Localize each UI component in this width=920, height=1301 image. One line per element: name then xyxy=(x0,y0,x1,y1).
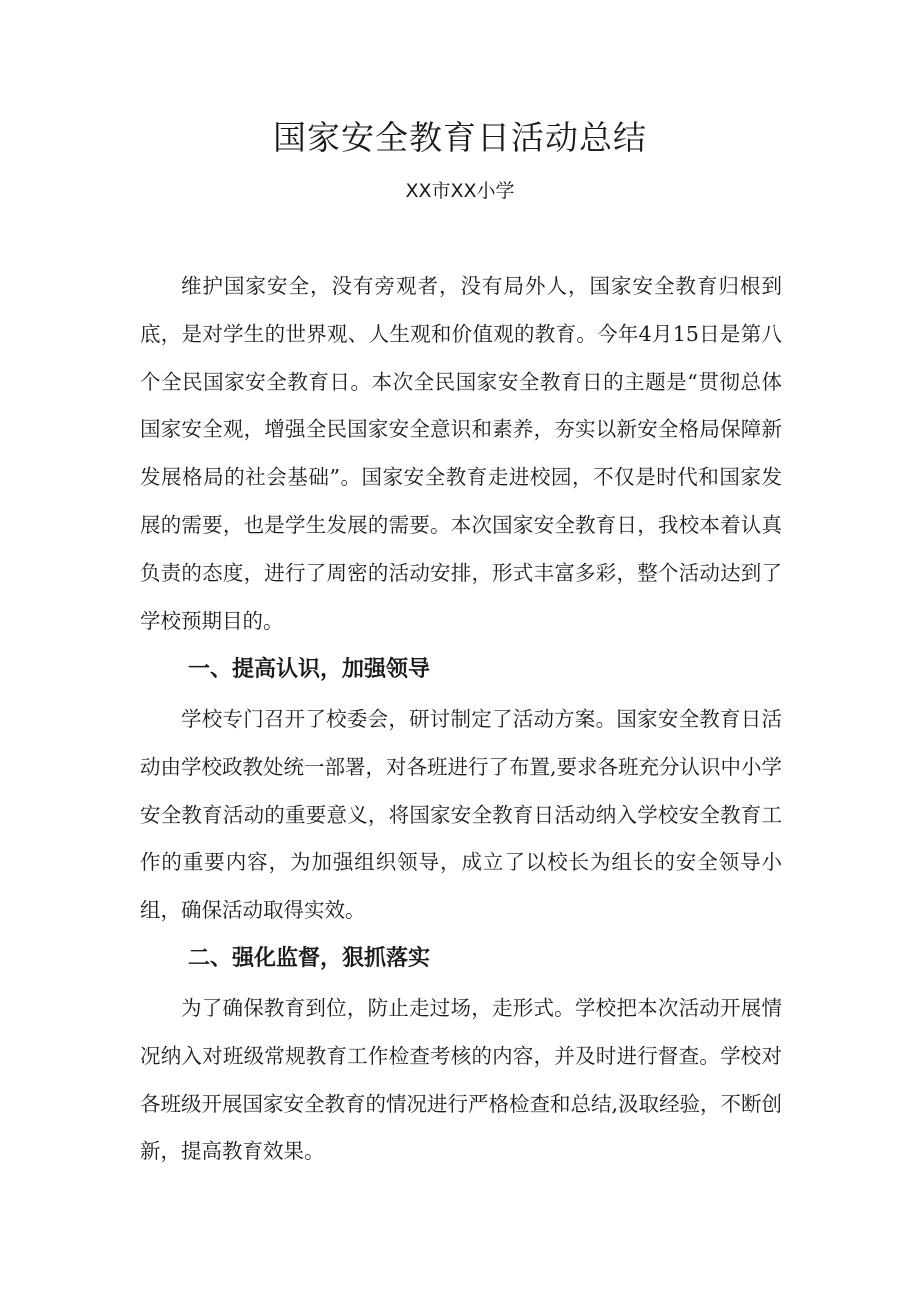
paragraph-section-1: 学校专门召开了校委会，研讨制定了活动方案。国家安全教育日活动由学校政教处统一部署，对各班进行了布置,要求各班充分认识中小学安全教育活动的重要意义，将国家安全教育日活动纳入学校安全教育工作的重要内容，为加强组织领导，成立了以校长为组长的安全领导小组，确保活动取得实效。 xyxy=(140,707,783,923)
paragraph-intro: 维护国家安全，没有旁观者，没有局外人，国家安全教育归根到底，是对学生的世界观、人生观和价值观的教育。今年4月15日是第八个全民国家安全教育日。本次全民国家安全教育日的主题是“贯彻总体国家安全观，增强全民国家安全意识和素养，夯实以新安全格局保障新发展格局的社会基础”。国家安全教育走进校园，不仅是时代和国家发展的需要，也是学生发展的需要。本次国家安全教育日，我校本着认真负责的态度，进行了周密的活动安排，形式丰富多彩，整个活动达到了学校预期目的。 xyxy=(140,274,782,633)
document-title: 国家安全教育日活动总结 xyxy=(273,118,647,157)
document-subtitle: XX市XX小学 xyxy=(405,180,515,202)
section-heading-1: 一、提高认识，加强领导 xyxy=(188,657,431,682)
section-heading-2: 二、强化监督，狠抓落实 xyxy=(188,946,431,971)
paragraph-section-2: 为了确保教育到位，防止走过场，走形式。学校把本次活动开展情况纳入对班级常规教育工作检查考核的内容，并及时进行督查。学校对各班级开展国家安全教育的情况进行严格检查和总结,汲取经验，不断创新，提高教育效果。 xyxy=(140,996,783,1164)
